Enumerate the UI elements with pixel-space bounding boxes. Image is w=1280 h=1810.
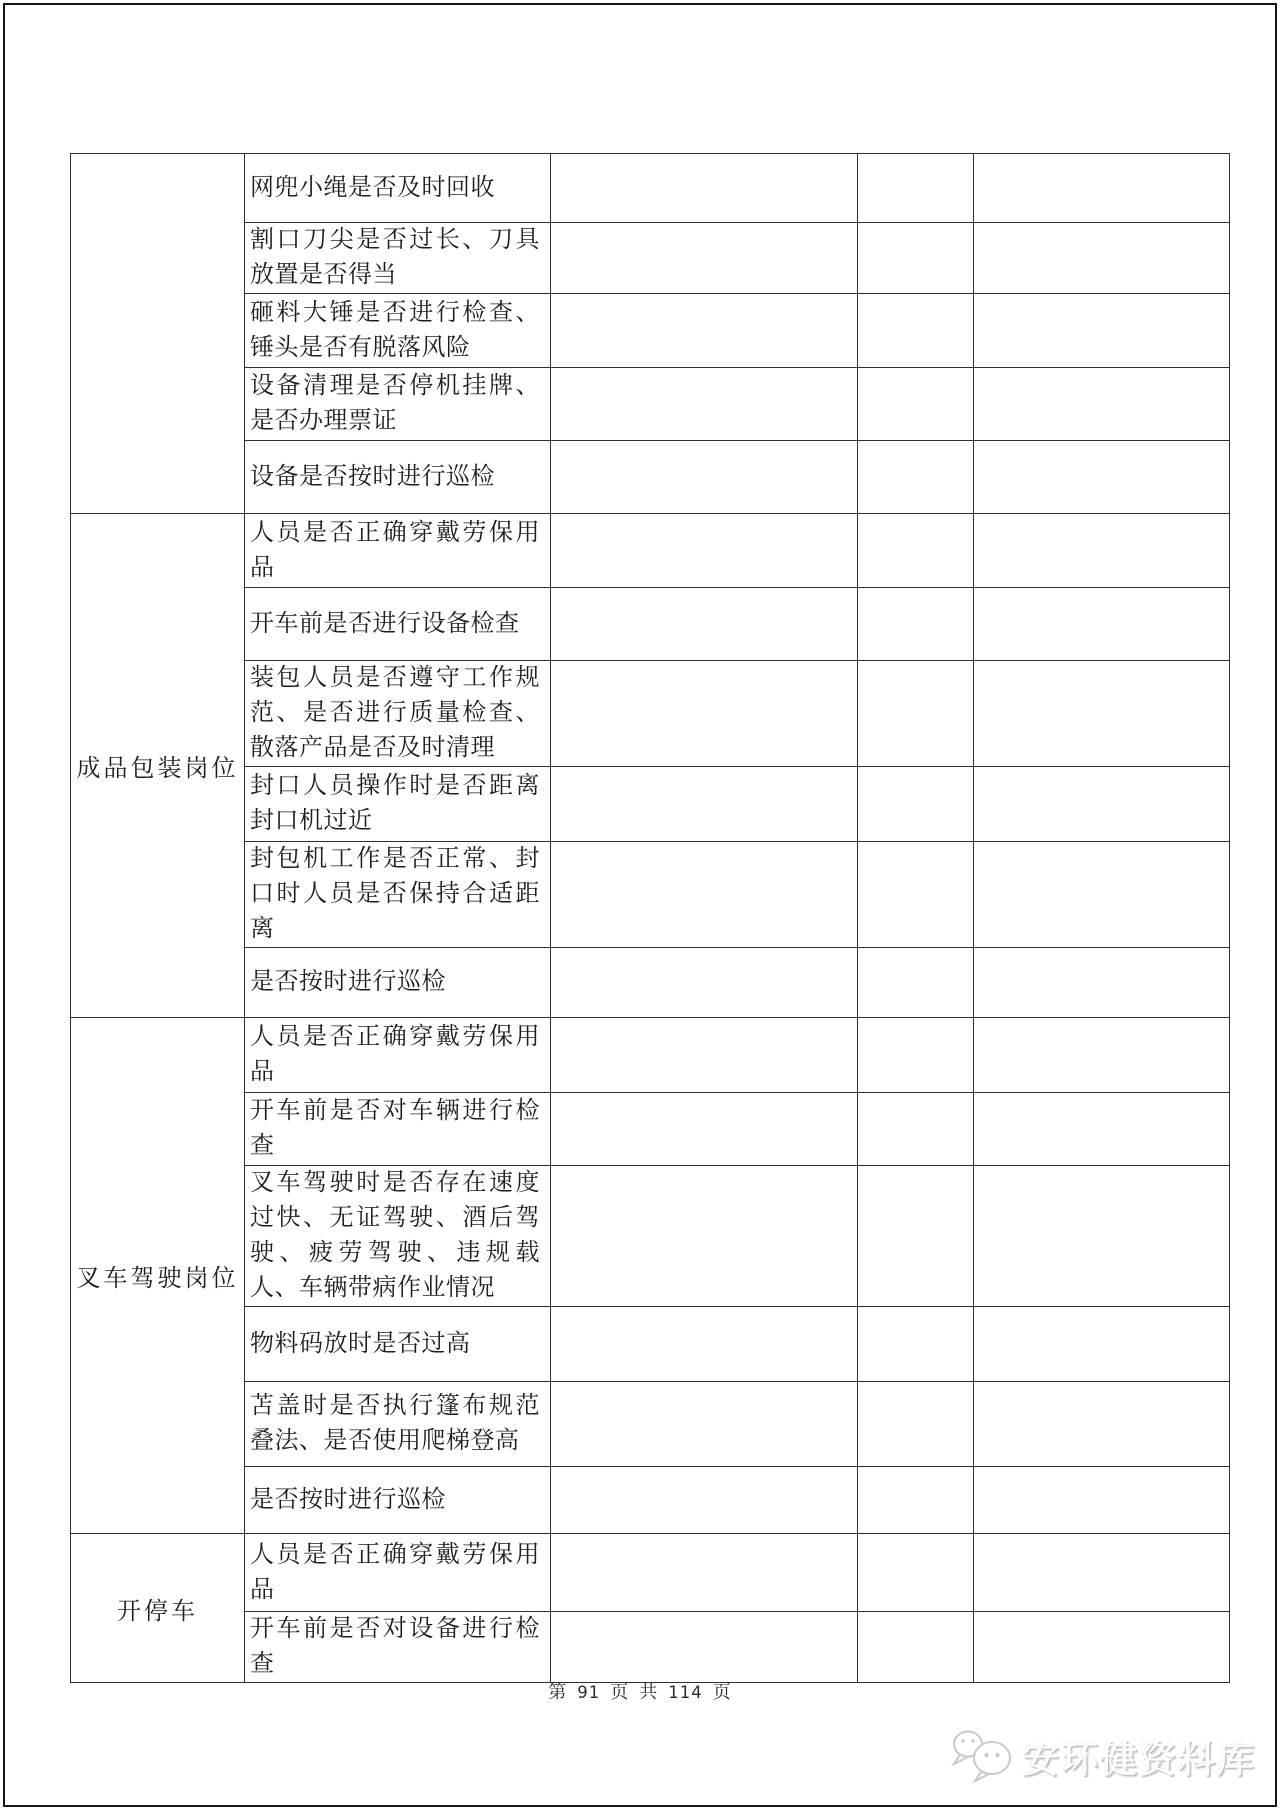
category-cell <box>71 154 245 514</box>
table-row <box>71 223 1230 294</box>
empty-cell <box>551 588 858 661</box>
empty-cell <box>858 1307 974 1382</box>
empty-cell <box>974 1018 1230 1093</box>
empty-cell <box>974 1093 1230 1166</box>
empty-cell <box>974 1467 1230 1534</box>
empty-cell <box>858 1612 974 1683</box>
check-item-cell: 人员是否正确穿戴劳保用品 <box>245 1018 551 1093</box>
table-row <box>71 1093 1230 1166</box>
watermark <box>950 1729 1256 1783</box>
empty-cell <box>551 842 858 948</box>
category-cell: 开停车 <box>71 1534 245 1683</box>
empty-cell <box>551 767 858 842</box>
empty-cell <box>974 1534 1230 1612</box>
table-row <box>71 294 1230 368</box>
check-item-cell: 封口人员操作时是否距离封口机过近 <box>245 767 551 842</box>
check-item-cell: 砸料大锤是否进行检查、锤头是否有脱落风险 <box>245 294 551 368</box>
wechat-chat-bubbles-icon <box>950 1729 1016 1783</box>
empty-cell <box>974 1166 1230 1307</box>
table-row <box>71 948 1230 1018</box>
empty-cell <box>551 948 858 1018</box>
empty-cell <box>551 294 858 368</box>
empty-cell <box>551 154 858 223</box>
table-row <box>71 1307 1230 1382</box>
empty-cell <box>858 1467 974 1534</box>
empty-cell <box>858 441 974 514</box>
table-row <box>71 1166 1230 1307</box>
empty-cell <box>858 154 974 223</box>
table-row <box>71 842 1230 948</box>
check-item-cell: 装包人员是否遵守工作规范、是否进行质量检查、散落产品是否及时清理 <box>245 661 551 767</box>
table-row <box>71 441 1230 514</box>
empty-cell <box>551 1018 858 1093</box>
empty-cell <box>974 223 1230 294</box>
empty-cell <box>551 514 858 588</box>
check-item-cell: 人员是否正确穿戴劳保用品 <box>245 1534 551 1612</box>
empty-cell <box>974 154 1230 223</box>
check-item-cell: 设备清理是否停机挂牌、是否办理票证 <box>245 368 551 441</box>
table-row <box>71 1534 1230 1612</box>
empty-cell <box>858 294 974 368</box>
empty-cell <box>974 588 1230 661</box>
empty-cell <box>974 948 1230 1018</box>
check-item-cell: 是否按时进行巡检 <box>245 1467 551 1534</box>
empty-cell <box>974 842 1230 948</box>
empty-cell <box>551 1612 858 1683</box>
check-item-cell: 封包机工作是否正常、封口时人员是否保持合适距离 <box>245 842 551 948</box>
empty-cell <box>858 948 974 1018</box>
empty-cell <box>974 368 1230 441</box>
check-item-cell: 网兜小绳是否及时回收 <box>245 154 551 223</box>
empty-cell <box>974 767 1230 842</box>
empty-cell <box>974 661 1230 767</box>
check-item-cell: 是否按时进行巡检 <box>245 948 551 1018</box>
table-row <box>71 368 1230 441</box>
empty-cell <box>858 368 974 441</box>
table-row <box>71 154 1230 223</box>
table-row <box>71 514 1230 588</box>
table-row <box>71 661 1230 767</box>
empty-cell <box>551 223 858 294</box>
empty-cell <box>551 1093 858 1166</box>
check-item-cell: 开车前是否进行设备检查 <box>245 588 551 661</box>
empty-cell <box>974 1307 1230 1382</box>
empty-cell <box>974 514 1230 588</box>
table-row <box>71 1382 1230 1467</box>
inspection-checklist-table <box>70 153 1230 1683</box>
empty-cell <box>858 842 974 948</box>
check-item-cell: 苫盖时是否执行篷布规范叠法、是否使用爬梯登高 <box>245 1382 551 1467</box>
empty-cell <box>551 1307 858 1382</box>
table-row <box>71 1467 1230 1534</box>
check-item-cell: 割口刀尖是否过长、刀具放置是否得当 <box>245 223 551 294</box>
empty-cell <box>974 1382 1230 1467</box>
page-footer <box>0 1678 1280 1704</box>
empty-cell <box>858 1534 974 1612</box>
empty-cell <box>974 441 1230 514</box>
check-item-cell: 开车前是否对车辆进行检查 <box>245 1093 551 1166</box>
empty-cell <box>551 1166 858 1307</box>
category-cell: 成品包装岗位 <box>71 514 245 1018</box>
empty-cell <box>858 1018 974 1093</box>
empty-cell <box>551 441 858 514</box>
empty-cell <box>551 661 858 767</box>
empty-cell <box>858 1166 974 1307</box>
table-row <box>71 588 1230 661</box>
footer-label: 共 <box>639 1682 659 1702</box>
empty-cell <box>551 1382 858 1467</box>
table-row <box>71 1612 1230 1683</box>
empty-cell <box>858 514 974 588</box>
empty-cell <box>858 223 974 294</box>
check-item-cell: 叉车驾驶时是否存在速度过快、无证驾驶、酒后驾驶、疲劳驾驶、违规载人、车辆带病作业情况 <box>245 1166 551 1307</box>
footer-label: 页 <box>712 1682 732 1702</box>
empty-cell <box>858 767 974 842</box>
check-item-cell: 物料码放时是否过高 <box>245 1307 551 1382</box>
check-item-cell: 人员是否正确穿戴劳保用品 <box>245 514 551 588</box>
table-row <box>71 1018 1230 1093</box>
total-pages: 114 <box>668 1683 703 1702</box>
empty-cell <box>551 368 858 441</box>
empty-cell <box>858 588 974 661</box>
watermark-text: 安环健资料库 <box>1022 1740 1256 1781</box>
empty-cell <box>551 1534 858 1612</box>
empty-cell <box>858 1093 974 1166</box>
page-number: 91 <box>577 1683 601 1702</box>
empty-cell <box>551 1467 858 1534</box>
empty-cell <box>974 294 1230 368</box>
footer-label: 页 <box>610 1682 630 1702</box>
table-row <box>71 767 1230 842</box>
check-item-cell: 设备是否按时进行巡检 <box>245 441 551 514</box>
check-item-cell: 开车前是否对设备进行检查 <box>245 1612 551 1683</box>
footer-label: 第 <box>548 1682 568 1702</box>
category-cell: 叉车驾驶岗位 <box>71 1018 245 1534</box>
empty-cell <box>858 1382 974 1467</box>
empty-cell <box>974 1612 1230 1683</box>
empty-cell <box>858 661 974 767</box>
